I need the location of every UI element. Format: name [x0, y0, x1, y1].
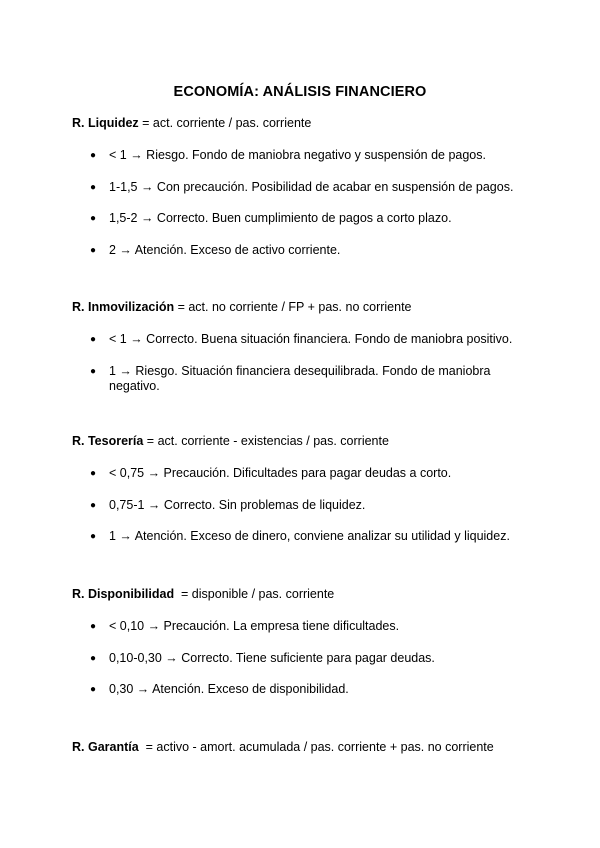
list-item: ● 1-1,5 → Con precaución. Posibilidad de acabar en suspensión de pagos. [90, 179, 514, 194]
list-item: ● 0,30 → Atención. Exceso de disponibilidad. [90, 682, 349, 696]
list-item: ● 0,75-1 → Correcto. Sin problemas de liquidez. [90, 497, 366, 512]
section-garantia [72, 740, 552, 755]
ratio-name: R. Garantía [72, 740, 139, 754]
bullet-icon: ● [90, 684, 97, 695]
section-heading [72, 434, 552, 449]
bullet-list [72, 619, 552, 698]
section-heading [72, 300, 552, 315]
ratio-formula: = disponible / pas. corriente [174, 587, 335, 601]
ratio-name: R. Liquidez [72, 116, 139, 130]
ratio-name: R. Disponibilidad [72, 587, 175, 601]
bullet-icon: ● [90, 213, 97, 224]
list-item: ● < 0,10 → Precaución. La empresa tiene dificultades. [90, 619, 400, 633]
list-item: ● < 0,75 → Precaución. Dificultades para pagar deudas a corto. [90, 466, 452, 480]
bullet-icon: ● [90, 621, 97, 632]
bullet-icon: ● [90, 244, 97, 256]
ratio-name: R. Tesorería [72, 434, 144, 448]
bullet-icon: ● [90, 334, 97, 345]
section-inmovilizacion [72, 300, 552, 395]
page-title: ECONOMÍA: ANÁLISIS FINANCIERO [173, 84, 427, 100]
bullet-icon: ● [90, 365, 97, 377]
section-liquidez [72, 116, 552, 258]
section-tesoreria [72, 434, 552, 545]
ratio-formula: = act. no corriente / FP + pas. no corriente [174, 300, 412, 314]
section-heading [72, 116, 552, 131]
ratio-formula: = activo - amort. acumulada / pas. corriente + pas. no corriente [138, 740, 494, 754]
section-disponibilidad [72, 587, 552, 698]
list-item: ● 1 → Atención. Exceso de dinero, conviene analizar su utilidad y liquidez. [90, 529, 510, 543]
bullet-list [72, 148, 552, 258]
bullet-list [72, 332, 552, 395]
list-item: ● < 1 → Riesgo. Fondo de maniobra negativo y suspensión de pagos. [90, 148, 486, 162]
bullet-icon: ● [90, 150, 97, 161]
ratio-formula: = act. corriente / pas. corriente [138, 116, 312, 130]
list-item: ● 2 → Atención. Exceso de activo corriente. [90, 242, 341, 257]
ratio-formula: = act. corriente - existencias / pas. corriente [143, 434, 389, 448]
bullet-list [72, 466, 552, 545]
bullet-icon: ● [90, 652, 97, 664]
section-heading [72, 740, 552, 755]
bullet-icon: ● [90, 499, 97, 511]
bullet-icon: ● [90, 468, 97, 479]
list-item: ● < 1 → Correcto. Buena situación financiera. Fondo de maniobra positivo. [90, 332, 513, 346]
bullet-icon: ● [90, 181, 97, 193]
list-item: ● 1 → Riesgo. Situación financiera desequilibrada. Fondo de maniobra negativo. [90, 363, 491, 393]
list-item: ● 0,10-0,30 → Correcto. Tiene suficiente para pagar deudas. [90, 650, 435, 665]
bullet-icon: ● [90, 531, 97, 542]
list-item: ● 1,5-2 → Correcto. Buen cumplimiento de pagos a corto plazo. [90, 211, 452, 225]
ratio-name: R. Inmovilización [72, 300, 175, 314]
section-heading [72, 587, 552, 602]
